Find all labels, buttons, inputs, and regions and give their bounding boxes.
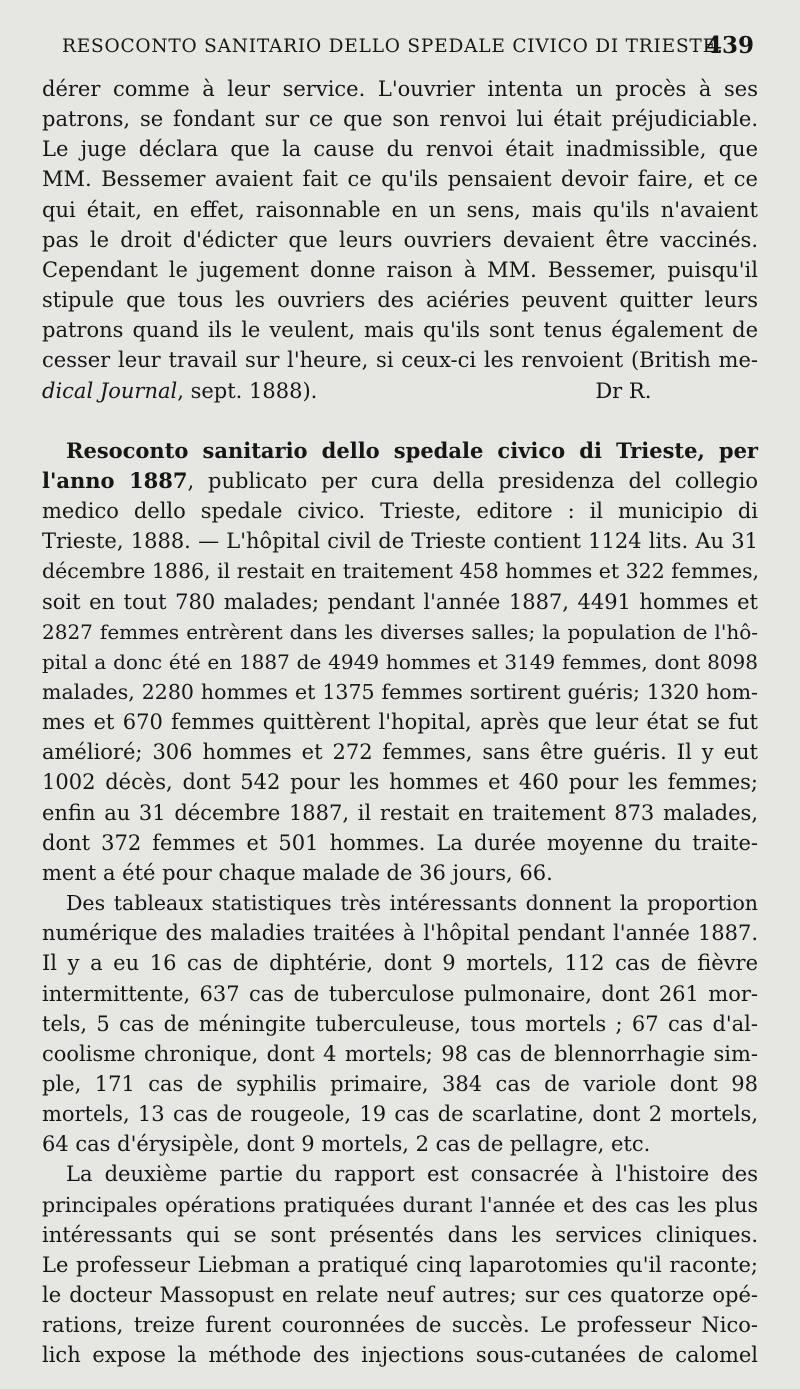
text-line [42,376,758,406]
text-line: La deuxième partie du rapport est consacrée à l'histoire des [66,1162,758,1187]
review-title: Resoconto sanitario dello spedale civico di Trieste, per [66,437,758,463]
text-line: qui était, en effet, raisonnable en un sens, mais qu'ils n'avaient [42,197,758,222]
text-line: 1002 décès, dont 542 pour les hommes et 460 pour les femmes; [42,770,758,795]
text-line: amélioré; 306 hommes et 272 femmes, sans être guéris. Il y eut [42,740,758,765]
text-line: principales opérations pratiquées durant l'année et des cas les plus [42,1192,758,1217]
text-line: le docteur Massopust en relate neuf autres; sur ces quatorze opé- [42,1283,758,1308]
paragraph-vaccination-case [42,74,758,406]
review-heading [42,436,758,466]
text-line: soit en tout 780 malades; pendant l'année 1887, 4491 hommes et [42,589,758,614]
text-line: Le professeur Liebman a pratiqué cinq laparotomies qu'il raconte; [42,1252,758,1277]
text-line: cesser leur travail sur l'heure, si ceux-ci les renvoient (British me- [42,348,758,373]
text-line: rations, treize furent couronnées de succès. Le professeur Nico- [42,1313,758,1338]
text-line: malades, 2280 hommes et 1375 femmes sortirent guéris; 1320 hom- [42,679,758,704]
text-line: dérer comme à leur service. L'ouvrier intenta un procès à ses [42,77,758,101]
text-line: pas le droit d'édicter que leurs ouvriers devaient être vaccinés. [42,227,758,252]
text-line: patrons, se fondant sur ce que son renvoi lui était préjudiciable. [42,107,758,132]
review-title-year: l'anno 1887 [42,467,188,493]
text-line: MM. Bessemer avaient fait ce qu'ils pensaient devoir faire, et ce [42,167,758,192]
text-line: dont 372 femmes et 501 hommes. La durée moyenne du traite- [42,830,758,855]
running-head-title: RESOCONTO SANITARIO DELLO SPEDALE CIVICO DI TRIESTE. [62,36,724,57]
text-line: patrons quand ils le veulent, mais qu'ils sont tenus également de [42,318,758,343]
journal-title: dical Journal [42,378,178,403]
text-line: Trieste, 1888. — L'hôpital civil de Trieste contient 1124 lits. Au 31 [42,529,758,554]
text-line: medico dello spedale civico. Trieste, editore : il municipio di [42,499,758,524]
text-line: intéressants qui se sont présentés dans les services cliniques. [42,1222,758,1247]
text-line: pital a donc été en 1887 de 4949 hommes et 3149 femmes, dont 8098 [42,649,758,674]
text-line: 64 cas d'érysipèle, dont 9 mortels, 2 cas de pellagre, etc. [42,1132,651,1157]
text-line: décembre 1886, il restait en traitement 458 hommes et 322 femmes, [42,559,760,584]
text-line: tels, 5 cas de méningite tuberculeuse, tous mortels ; 67 cas d'al- [42,1011,758,1036]
paragraph-statistics [42,888,758,1159]
text-line: mortels, 13 cas de rougeole, 19 cas de scarlatine, dont 2 mortels, [42,1102,758,1127]
text-line: mes et 670 femmes quittèrent l'hopital, après que leur état se fut [42,710,758,735]
text-line: Des tableaux statistiques très intéressants donnent la proportion [66,891,758,916]
text-line [42,466,758,496]
citation-date: , sept. 1888). [177,378,318,403]
text-line: coolisme chronique, dont 4 mortels; 98 cas de blennorrhagie sim- [42,1041,758,1066]
paragraph-operations [42,1159,758,1370]
text-line: Cependant le jugement donne raison à MM. Bessemer, puisqu'il [42,257,758,282]
author-signature: Dr R. [595,378,652,403]
page-number: 439 [705,32,754,59]
text-line: ple, 171 cas de syphilis primaire, 384 cas de variole dont 98 [42,1072,758,1096]
text-line: 2827 femmes entrèrent dans les diverses salles; la population de l'hô- [42,619,758,644]
text-line: ment a été pour chaque malade de 36 jours, 66. [42,860,553,885]
paragraph-trieste-report [42,436,758,888]
text-line: stipule que tous les ouvriers des aciéries peuvent quitter leurs [42,288,758,313]
text-line: lich expose la méthode des injections sous-cutanées de calomel [42,1343,758,1368]
body-text [42,74,758,1371]
text-line: numérique des maladies traitées à l'hôpital pendant l'année 1887. [42,921,758,946]
review-publication: , publicato per cura della presidenza del collegio [187,468,758,493]
text-line: Il y a eu 16 cas de diphtérie, dont 9 mortels, 112 cas de fièvre [42,951,758,976]
text-line: enfin au 31 décembre 1887, il restait en traitement 873 malades, [42,800,758,825]
text-line: intermittente, 637 cas de tuberculose pulmonaire, dont 261 mor- [42,981,758,1006]
running-head [42,34,758,74]
section-gap [42,406,758,436]
text-line: Le juge déclara que la cause du renvoi était inadmissible, que [42,137,758,162]
